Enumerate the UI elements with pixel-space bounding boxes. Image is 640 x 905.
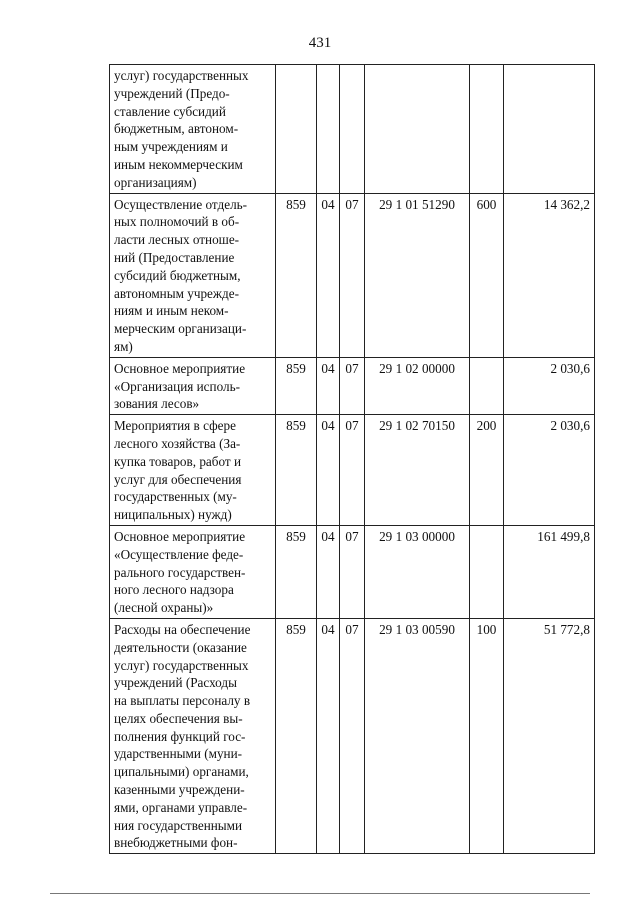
- table-row: [110, 525, 595, 618]
- row-name-line: ний (Предоставление: [114, 249, 235, 265]
- row-name-line: «Организация исполь-: [114, 378, 241, 394]
- row-name-cell: [110, 618, 276, 853]
- row-name-line: ям): [114, 338, 133, 354]
- row-name-line: услуг) государственных: [114, 657, 249, 673]
- table-row: [110, 65, 595, 194]
- row-name-line: казенными учреждени-: [114, 782, 245, 798]
- row-name-line: бюджетным, автоном-: [114, 121, 239, 137]
- table-row: [110, 618, 595, 853]
- row-name-line: купка товаров, работ и: [114, 453, 242, 469]
- row-name-line: ниям и иным неком-: [114, 303, 229, 319]
- expense-type-code: [470, 65, 504, 194]
- row-name-line: ласти лесных отноше-: [114, 232, 240, 248]
- row-name-line: рального государствен-: [114, 564, 246, 580]
- row-name-line: учреждений (Расходы: [114, 675, 237, 691]
- budget-admin-code: 859: [276, 525, 317, 618]
- row-name-line: автономным учрежде-: [114, 285, 239, 301]
- section-code: [317, 65, 340, 194]
- row-name-line: (лесной охраны)»: [114, 600, 214, 616]
- expense-type-code: 600: [470, 193, 504, 357]
- section-code: 04: [317, 193, 340, 357]
- row-name-line: на выплаты персоналу в: [114, 693, 251, 709]
- amount-cell: 2 030,6: [504, 415, 595, 526]
- target-article-code: 29 1 02 70150: [365, 415, 470, 526]
- row-name-line: «Осуществление феде-: [114, 546, 244, 562]
- row-name-line: услуг для обеспечения: [114, 471, 242, 487]
- expense-type-code: [470, 525, 504, 618]
- subsection-code: 07: [340, 357, 365, 414]
- row-name-line: внебюджетными фон-: [114, 835, 238, 851]
- amount-cell: 161 499,8: [504, 525, 595, 618]
- row-name-line: учреждений (Предо-: [114, 85, 230, 101]
- budget-admin-code: [276, 65, 317, 194]
- row-name-line: ным учреждениям и: [114, 139, 228, 155]
- section-code: 04: [317, 525, 340, 618]
- expense-type-code: 100: [470, 618, 504, 853]
- row-name-line: ципальными) органами,: [114, 764, 249, 780]
- row-name-line: государственных (му-: [114, 489, 237, 505]
- expense-type-code: [470, 357, 504, 414]
- row-name-line: ния государственными: [114, 817, 243, 833]
- row-name-line: полнения функций гос-: [114, 728, 246, 744]
- amount-cell: 51 772,8: [504, 618, 595, 853]
- budget-admin-code: 859: [276, 357, 317, 414]
- row-name-line: Расходы на обеспечение: [114, 621, 251, 637]
- section-code: 04: [317, 618, 340, 853]
- amount-cell: [504, 65, 595, 194]
- target-article-code: [365, 65, 470, 194]
- row-name-line: ями, органами управле-: [114, 799, 248, 815]
- budget-admin-code: 859: [276, 618, 317, 853]
- row-name-line: Мероприятия в сфере: [114, 418, 236, 434]
- row-name-line: мерческим организаци-: [114, 321, 247, 337]
- expense-type-code: 200: [470, 415, 504, 526]
- subsection-code: 07: [340, 415, 365, 526]
- row-name-line: ударственными (муни-: [114, 746, 243, 762]
- row-name-line: ного лесного надзора: [114, 582, 234, 598]
- target-article-code: 29 1 01 51290: [365, 193, 470, 357]
- row-name-cell: [110, 415, 276, 526]
- bottom-rule: [50, 893, 590, 894]
- row-name-line: лесного хозяйства (За-: [114, 435, 241, 451]
- row-name-cell: [110, 357, 276, 414]
- row-name-line: деятельности (оказание: [114, 639, 247, 655]
- row-name-line: зования лесов»: [114, 396, 200, 412]
- row-name-line: субсидий бюджетным,: [114, 267, 241, 283]
- amount-cell: 14 362,2: [504, 193, 595, 357]
- subsection-code: 07: [340, 193, 365, 357]
- row-name-line: Основное мероприятие: [114, 360, 246, 376]
- budget-admin-code: 859: [276, 193, 317, 357]
- row-name-cell: [110, 65, 276, 194]
- row-name-line: иным некоммерческим: [114, 156, 243, 172]
- subsection-code: 07: [340, 525, 365, 618]
- subsection-code: 07: [340, 618, 365, 853]
- row-name-line: ставление субсидий: [114, 103, 226, 119]
- table-row: [110, 357, 595, 414]
- page-number: 431: [308, 35, 332, 51]
- target-article-code: 29 1 03 00000: [365, 525, 470, 618]
- section-code: 04: [317, 357, 340, 414]
- target-article-code: 29 1 03 00590: [365, 618, 470, 853]
- row-name-line: услуг) государственных: [114, 68, 249, 83]
- row-name-line: Основное мероприятие: [114, 528, 246, 544]
- table-row: [110, 193, 595, 357]
- row-name-line: ных полномочий в об-: [114, 214, 240, 230]
- amount-cell: 2 030,6: [504, 357, 595, 414]
- subsection-code: [340, 65, 365, 194]
- row-name-line: целях обеспечения вы-: [114, 710, 243, 726]
- row-name-line: ниципальных) нужд): [114, 507, 232, 523]
- table-row: [110, 415, 595, 526]
- section-code: 04: [317, 415, 340, 526]
- row-name-line: Осуществление отдель-: [114, 196, 248, 212]
- row-name-line: организациям): [114, 174, 197, 190]
- budget-admin-code: 859: [276, 415, 317, 526]
- table-body: [110, 65, 595, 854]
- row-name-cell: [110, 525, 276, 618]
- target-article-code: 29 1 02 00000: [365, 357, 470, 414]
- budget-table: [109, 64, 595, 854]
- row-name-cell: [110, 193, 276, 357]
